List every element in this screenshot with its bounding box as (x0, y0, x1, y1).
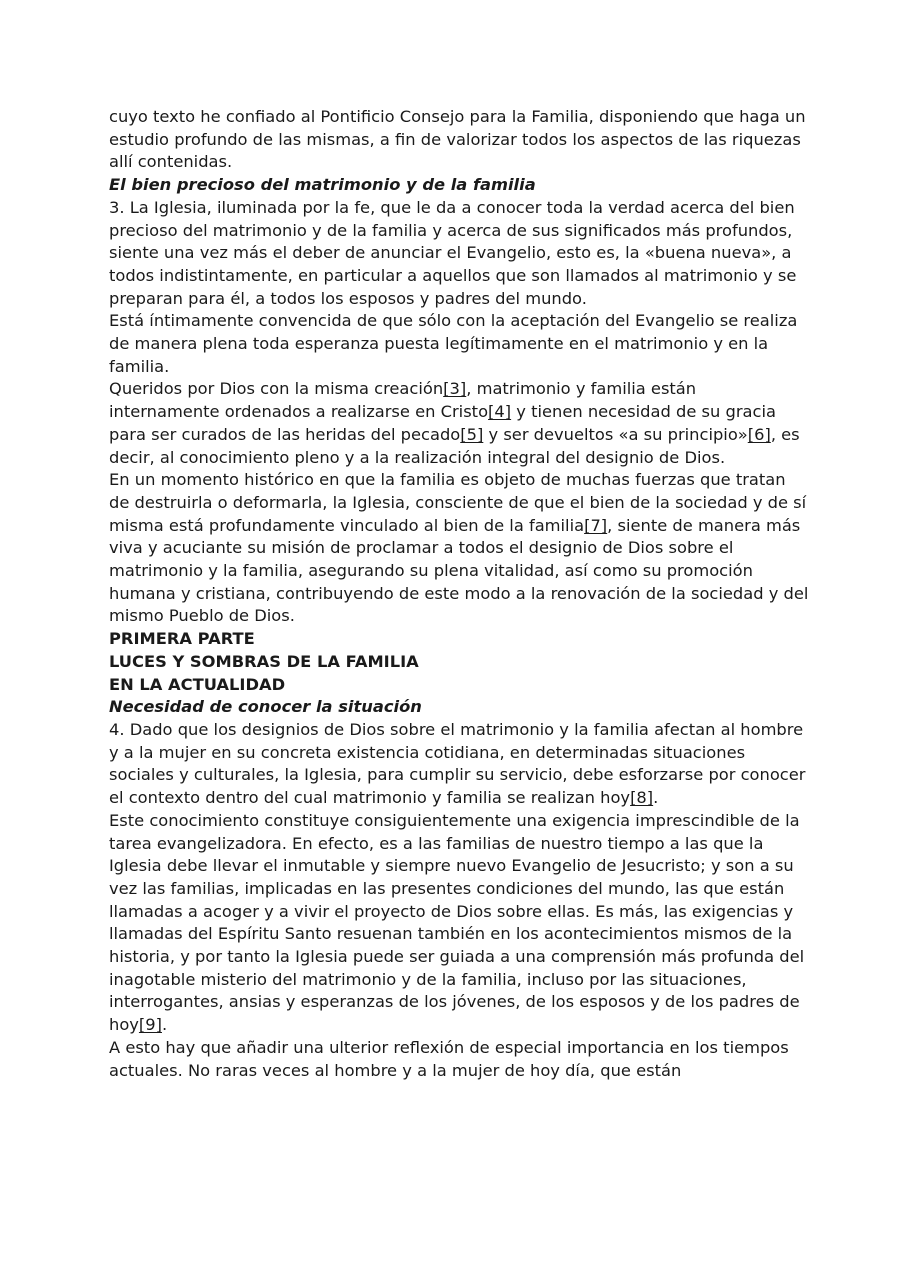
footnote-link[interactable]: [4] (488, 402, 512, 422)
text-run: LUCES Y SOMBRAS DE LA FAMILIA (109, 651, 419, 671)
text-run: Necesidad de conocer la situación (109, 697, 422, 717)
paragraph (109, 719, 809, 810)
paragraph (109, 1037, 809, 1082)
text-run: 3. La Iglesia, iluminada por la fe, que le da a conocer toda la verdad acerca del bien precioso del matrimonio y de la familia y acerca de sus significados más profundos, siente una vez más el deber de anunciar el Evangelio, esto es, la «buena nueva», a todos indistintamente, en particular a aquellos que son llamados al matrimonio y se preparan para él, a todos los esposos y padres del mundo. (109, 197, 797, 308)
footnote-link[interactable]: [3] (443, 379, 467, 399)
paragraph (109, 810, 809, 1037)
text-run: cuyo texto he confiado al Pontificio Consejo para la Familia, disponiendo que haga un estudio profundo de las mismas, a fin de valorizar todos los aspectos de las riquezas allí contenidas. (109, 107, 806, 172)
text-run: El bien precioso del matrimonio y de la familia (109, 175, 536, 195)
text-run: EN LA ACTUALIDAD (109, 674, 286, 694)
text-run: y ser devueltos «a su principio» (483, 424, 748, 444)
paragraph (109, 378, 809, 469)
footnote-link[interactable]: [8] (630, 788, 654, 808)
section-heading (109, 174, 809, 197)
footnote-link[interactable]: [9] (138, 1015, 162, 1035)
footnote-link[interactable]: [6] (747, 424, 771, 444)
text-run: Está íntimamente convencida de que sólo con la aceptación del Evangelio se realiza de manera plena toda esperanza puesta legítimamente en el matrimonio y en la familia. (109, 311, 798, 376)
text-run: , siente de manera más viva y acuciante su misión de proclamar a todos el designio de Dios sobre el matrimonio y la familia, asegurando su plena vitalidad, así como su promoción humana y cristiana, contribuyendo de este modo a la renovación de la sociedad y del mismo Pueblo de Dios. (109, 515, 809, 626)
text-run: , matrimonio y familia están internamente ordenados a realizarse en Cristo (109, 379, 697, 422)
document-page (109, 106, 809, 1082)
text-run: . (161, 1015, 168, 1035)
part-heading (109, 651, 809, 674)
text-run: , es decir, al conocimiento pleno y a la realización integral del designio de Dios. (109, 424, 800, 467)
paragraph (109, 469, 809, 628)
paragraph (109, 106, 809, 174)
paragraph (109, 310, 809, 378)
part-heading (109, 674, 809, 697)
text-run: Queridos por Dios con la misma creación (109, 379, 444, 399)
text-run: A esto hay que añadir una ulterior reflexión de especial importancia en los tiempos actuales. No raras veces al hombre y a la mujer de hoy día, que están (109, 1037, 789, 1080)
text-run: y tienen necesidad de su gracia para ser curados de las heridas del pecado (109, 402, 776, 444)
part-heading (109, 628, 809, 651)
footnote-link[interactable]: [5] (460, 424, 484, 444)
text-run: . (653, 788, 659, 808)
text-run: Este conocimiento constituye consiguientemente una exigencia imprescindible de la tarea evangelizadora. En efecto, es a las familias de nuestro tiempo a las que la Iglesia debe llevar el inmutable y siempre nuevo Evangelio de Jesucristo; y son a su vez las familias, implicadas en las presentes condiciones del mundo, las que están llamadas a acoger y a vivir el proyecto de Dios sobre ellas. Es más, las exigencias y llamadas del Espíritu Santo resuenan también en los acontecimientos mismos de la historia, y por tanto la Iglesia puede ser guiada a una comprensión más profunda del inagotable misterio del matrimonio y de la familia, incluso por las situaciones, interrogantes, ansias y esperanzas de los jóvenes, de los esposos y de los padres de hoy (109, 810, 805, 1035)
text-run: En un momento histórico en que la familia es objeto de muchas fuerzas que tratan de destruirla o deformarla, la Iglesia, consciente de que el bien de la sociedad y de sí misma está profundamente vinculado al bien de la familia (109, 470, 807, 535)
section-heading (109, 696, 809, 719)
footnote-link[interactable]: [7] (584, 515, 608, 535)
text-run: 4. Dado que los designios de Dios sobre el matrimonio y la familia afectan al hombre y a la mujer en su concreta existencia cotidiana, en determinadas situaciones sociales y culturales, la Iglesia, para cumplir su servicio, debe esforzarse por conocer el contexto dentro del cual matrimonio y familia se realizan hoy (109, 719, 806, 808)
paragraph (109, 197, 809, 311)
text-run: PRIMERA PARTE (109, 629, 255, 649)
